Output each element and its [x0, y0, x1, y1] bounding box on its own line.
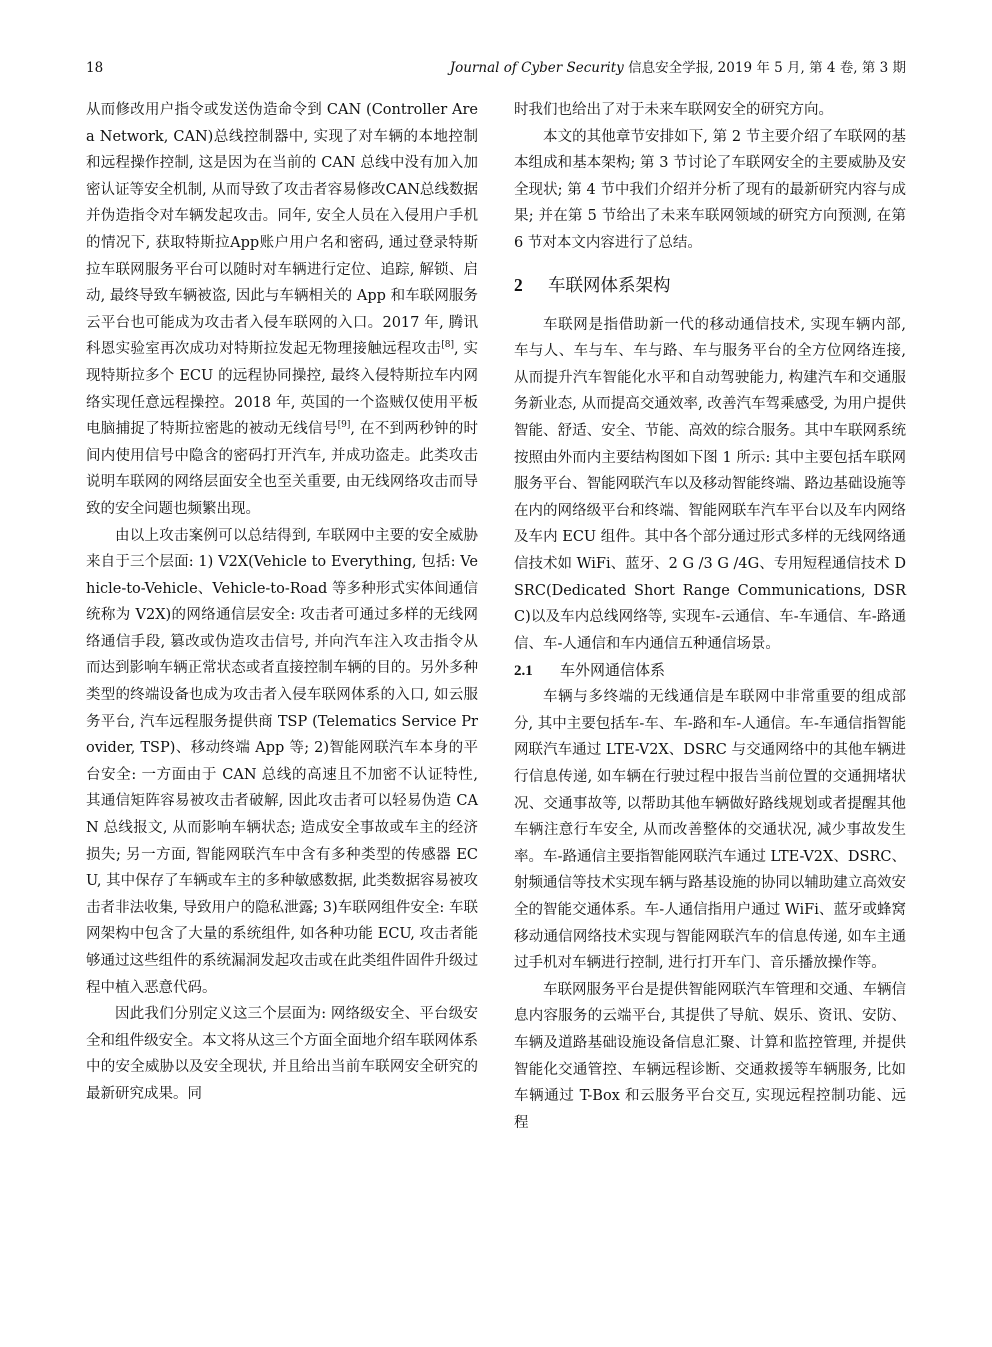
paragraph-text: 从而修改用户指令或发送伪造命令到 CAN (Controller Area Network, CAN)总线控制器中, 实现了对车辆的本地控制和远程操作控制, 这是因为在当前的 CAN 总线中没有加入加密认证等安全机制, 从而导致了攻击者容易修改CAN总线数据并伪造指令对车辆发起攻击。同年, 安全人员在入侵用户手机的情况下, 获取特斯拉App账户用户名和密码, 通过登录特斯拉车联网服务平台可以随时对车辆进行定位、追踪, 解锁、启动, 最终导致车辆被盗, 因此与车辆相关的 App 和车联网服务云平台也可能成为攻击者入侵车联网的入口。2017 年, 腾讯科恩实验室再次成功对特斯拉发起无物理接触远程攻击: [86, 102, 478, 358]
paragraph: 车联网是指借助新一代的移动通信技术, 实现车辆内部, 车与人、车与车、车与路、车与服务平台的全方位网络连接, 从而提升汽车智能化水平和自动驾驶能力, 构建汽车和交通服务新业态, 从而提高交通效率, 改善汽车驾乘感受, 为用户提供智能、舒适、安全、节能、高效的综合服务。其中车联网系统按照由外而内主要结构图如下图 1 所示: 其中主要包括车联网服务平台、智能网联汽车以及移动智能终端、路边基础设施等在内的网络级平台和终端、智能网联车汽车平台以及车内网络及车内 ECU 组件。其中各个部分通过形式多样的无线网络通信技术如 WiFi、蓝牙、2 G /3 G /4G、专用短程通信技术 DSRC(Dedicated Short Range Communications, DSRC)以及车内总线网络等, 实现车-云通信、车-车通信、车-路通信、车-人通信和车内通信五种通信场景。: [514, 316, 906, 652]
paragraph: 车辆与多终端的无线通信是车联网中非常重要的组成部分, 其中主要包括车-车、车-路和车-人通信。车-车通信指智能网联汽车通过 LTE-V2X、DSRC 与交通网络中的其他车辆进行信息传递, 如车辆在行驶过程中报告当前位置的交通拥堵状况、交通事故等, 以帮助其他车辆做好路线规划或者提醒其他车辆注意行车安全, 从而改善整体的交通状况, 减少事故发生率。车-路通信主要指智能网联汽车通过 LTE-V2X、DSRC、射频通信等技术实现车辆与路基设施的协同以辅助建立高效安全的智能交通体系。车-人通信指用户通过 WiFi、蓝牙或蜂窝移动通信网络技术实现与智能网联汽车的信息传递, 如车主通过手机对车辆进行控制, 进行打开车门、音乐播放操作等。: [514, 689, 906, 972]
journal-name: Journal of Cyber Security: [449, 60, 624, 76]
section-title: 车联网体系架构: [548, 275, 671, 296]
paragraph: 时我们也给出了对于未来车联网安全的研究方向。: [514, 102, 833, 118]
running-head: [450, 57, 906, 79]
left-column: [86, 97, 478, 1108]
subsection-heading: [514, 657, 906, 684]
journal-issue: 信息安全学报, 2019 年 5 月, 第 4 卷, 第 3 期: [623, 60, 906, 76]
page-number: 18: [86, 60, 104, 76]
paragraph: 本文的其他章节安排如下, 第 2 节主要介绍了车联网的基本组成和基本架构; 第 3 节讨论了车联网安全的主要威胁及安全现状; 第 4 节中我们介绍并分析了现有的最新研究内容与成果; 并在第 5 节给出了未来车联网领域的研究方向预测, 在第 6 节对本文内容进行了总结。: [514, 128, 906, 251]
paragraph: 因此我们分别定义这三个层面为: 网络级安全、平台级安全和组件级安全。本文将从这三个方面全面地介绍车联网体系中的安全威胁以及安全现状, 并且给出当前车联网安全研究的最新研究成果。同: [86, 1006, 478, 1102]
citation: [9]: [337, 420, 351, 431]
subsection-number: 2.1: [514, 663, 533, 680]
right-column: [514, 97, 906, 1136]
page-header: [86, 57, 906, 79]
paragraph: 车联网服务平台是提供智能网联汽车管理和交通、车辆信息内容服务的云端平台, 其提供了导航、娱乐、资讯、安防、车辆及道路基础设施设备信息汇聚、计算和监控管理, 并提供智能化交通管控、车辆远程诊断、交通救援等车辆服务, 比如车辆通过 T-Box 和云服务平台交互, 实现远程控制功能、远程: [514, 981, 906, 1131]
paragraph: 由以上攻击案例可以总结得到, 车联网中主要的安全威胁来自于三个层面: 1) V2X(Vehicle to Everything, 包括: Vehicle-to-Vehicle、Vehicle-to-Road 等多种形式实体间通信统称为 V2X)的网络通信层安全: 攻击者可通过多样的无线网络通信手段, 篡改或伪造攻击信号, 并向汽车注入攻击指令从而达到影响车辆正常状态或者直接控制车辆的目的。另外多种类型的终端设备也成为攻击者入侵车联网体系的入口, 如云服务平台, 汽车远程服务提供商 TSP (Telematics Service Provider, TSP)、移动终端 App 等; 2)智能网联汽车本身的平台安全: 一方面由于 CAN 总线的高速且不加密不认证特性, 其通信矩阵容易被攻击者破解, 因此攻击者可以轻易伪造 CAN 总线报文, 从而影响车辆状态; 造成安全事故或车主的经济损失; 另一方面, 智能网联汽车中含有多种类型的传感器 ECU, 其中保存了车辆或车主的多种敏感数据, 此类数据容易被攻击者非法收集, 导致用户的隐私泄露; 3)车联网组件安全: 车联网架构中包含了大量的系统组件, 如各种功能 ECU, 攻击者能够通过这些组件的系统漏洞发起攻击或在此类组件固件升级过程中植入恶意代码。: [86, 527, 478, 996]
paragraph: [86, 97, 478, 523]
subsection-title: 车外网通信体系: [560, 661, 666, 680]
section-heading: [514, 271, 906, 300]
section-number: 2: [514, 274, 523, 295]
paragraph-text: , 在不到两秒钟的时间内使用信号中隐含的密码打开汽车, 并成功盗走。此类攻击说明车联网的网络层面安全也至关重要, 由无线网络攻击而导致的安全问题也频繁出现。: [86, 421, 479, 517]
citation: [8]: [441, 340, 454, 351]
paragraph-text: , 实现特斯拉多个 ECU 的远程协同操控, 最终入侵特斯拉车内网络实现任意远程操控。2018 年, 英国的一个盗贼仅使用平板电脑捕捉了特斯拉密匙的被动无线信号: [86, 341, 479, 438]
